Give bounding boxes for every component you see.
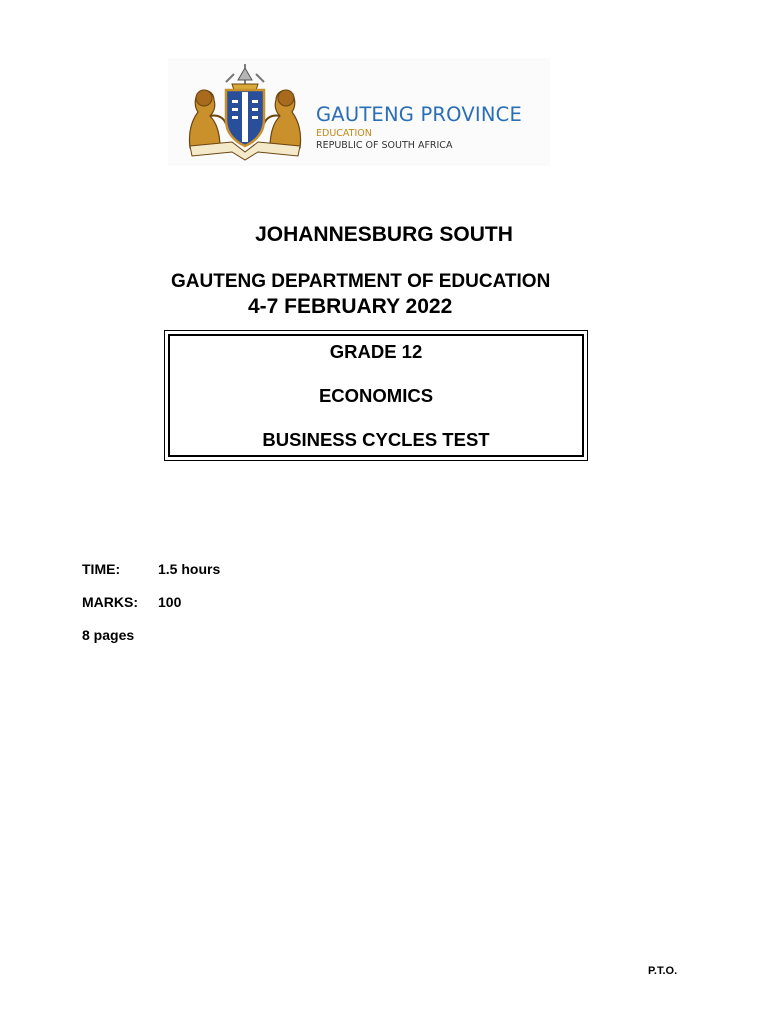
logo-country-name: REPUBLIC OF SOUTH AFRICA <box>316 140 453 151</box>
exam-dates: 4-7 FEBRUARY 2022 <box>248 295 453 318</box>
please-turn-over-label: P.T.O. <box>648 965 678 977</box>
grade-label: GRADE 12 <box>329 341 423 362</box>
exam-title-box <box>164 330 588 461</box>
test-name-label: BUSINESS CYCLES TEST <box>262 429 490 450</box>
coat-of-arms-icon <box>182 62 308 162</box>
time-row <box>82 560 220 578</box>
logo-province-name: GAUTENG PROVINCE <box>316 103 522 126</box>
logo-department-name: EDUCATION <box>316 128 372 139</box>
crest-crown-icon <box>226 64 264 90</box>
subject-label: ECONOMICS <box>318 385 434 406</box>
gauteng-logo <box>168 58 550 166</box>
crest-shield-icon <box>226 90 264 146</box>
marks-row <box>82 593 181 611</box>
logo-text <box>316 104 546 152</box>
time-value: 1.5 hours <box>158 561 221 577</box>
time-label: TIME: <box>82 561 121 577</box>
department-heading: GAUTENG DEPARTMENT OF EDUCATION <box>171 271 551 292</box>
district-heading: JOHANNESBURG SOUTH <box>255 223 513 246</box>
page-count: 8 pages <box>82 627 135 643</box>
marks-label: MARKS: <box>82 594 138 610</box>
marks-value: 100 <box>158 594 182 610</box>
exam-title-box-inner-border <box>168 334 584 457</box>
